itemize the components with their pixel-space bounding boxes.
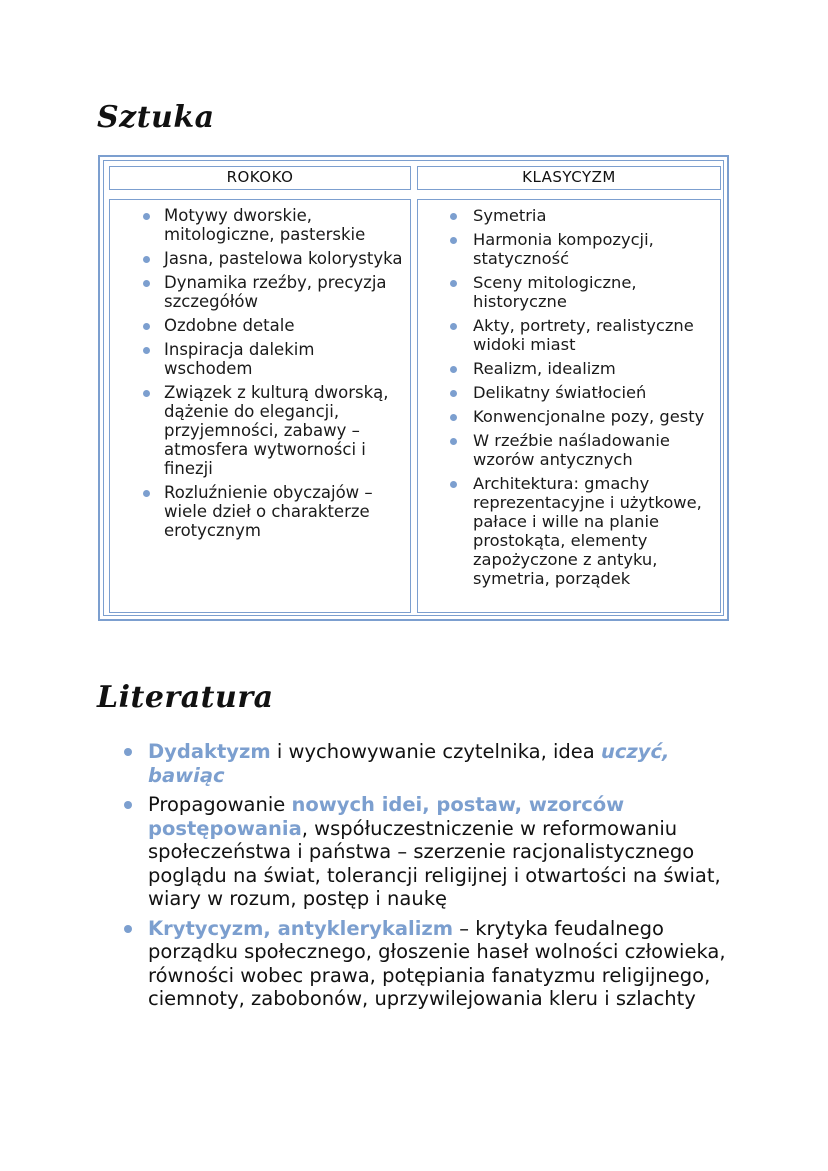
- klasycyzm-item: Harmonia kompozycji, statyczność: [418, 230, 716, 268]
- rokoko-item: Ozdobne detale: [110, 316, 406, 335]
- rokoko-item: Dynamika rzeźby, precyzja szczegółów: [110, 273, 406, 311]
- rokoko-item: Jasna, pastelowa kolorystyka: [110, 249, 406, 268]
- literature-list: [120, 740, 740, 1017]
- literature-text: i wychowywanie czytelnika, idea: [270, 740, 601, 763]
- klasycyzm-item: Akty, portrety, realistyczne widoki miast: [418, 316, 716, 354]
- column-cell-klasycyzm: [417, 199, 721, 613]
- rokoko-item: Rozluźnienie obyczajów – wiele dzieł o charakterze erotycznym: [110, 483, 406, 540]
- klasycyzm-item: W rzeźbie naśladowanie wzorów antycznych: [418, 431, 716, 469]
- section-heading-literatura: Literatura: [97, 680, 274, 715]
- highlight-dydaktyzm: Dydaktyzm: [148, 740, 271, 763]
- rokoko-item: Inspiracja dalekim wschodem: [110, 340, 406, 378]
- literature-text: – krytyka feudalnego porządku społecznego, głoszenie haseł wolności człowieka, równości wobec prawa, potępiania fanatyzmu religijnego, ciemnoty, zabobonów, uprzywilejowania kleru i szlachty: [148, 916, 726, 1010]
- column-cell-rokoko: [109, 199, 411, 613]
- section-heading-sztuka: Sztuka: [97, 100, 215, 135]
- klasycyzm-item: Architektura: gmachy reprezentacyjne i użytkowe, pałace i wille na planie prostokąta, elementy zapożyczone z antyku, symetria, porządek: [418, 474, 716, 588]
- rokoko-item: Związek z kulturą dworską, dążenie do elegancji, przyjemności, zabawy – atmosfera wytworności i finezji: [110, 383, 406, 478]
- highlight-krytycyzm: Krytycyzm, antyklerykalizm: [148, 916, 454, 940]
- literature-text: Propagowanie: [148, 793, 292, 816]
- rokoko-list: [110, 200, 410, 540]
- literature-item-propagowanie: [120, 793, 740, 911]
- klasycyzm-list: [418, 200, 720, 588]
- klasycyzm-item: Sceny mitologiczne, historyczne: [418, 273, 716, 311]
- literature-item-krytycyzm: [120, 917, 740, 1011]
- table-inner-frame: [103, 160, 724, 616]
- klasycyzm-item: Symetria: [418, 206, 716, 225]
- art-comparison-table: [98, 155, 729, 621]
- klasycyzm-item: Realizm, idealizm: [418, 359, 716, 378]
- highlight-uczyc-bawiac: uczyć, bawiąc: [148, 740, 670, 787]
- rokoko-item: Motywy dworskie, mitologiczne, pasterskie: [110, 206, 406, 244]
- highlight-nowych-idei: nowych idei, postaw, wzorców postępowania: [148, 793, 625, 840]
- klasycyzm-item: Konwencjonalne pozy, gesty: [418, 407, 716, 426]
- literature-text: , współuczestniczenie w reformowaniu społeczeństwa i państwa – szerzenie racjonalistycznego poglądu na świat, tolerancji religijnej i otwartości na świat, wiary w rozum, postęp i naukę: [148, 816, 721, 910]
- column-header-klasycyzm: KLASYCYZM: [417, 166, 721, 190]
- klasycyzm-item: Delikatny światłocień: [418, 383, 716, 402]
- literature-item-dydaktyzm: [120, 740, 740, 787]
- column-header-rokoko: ROKOKO: [109, 166, 411, 190]
